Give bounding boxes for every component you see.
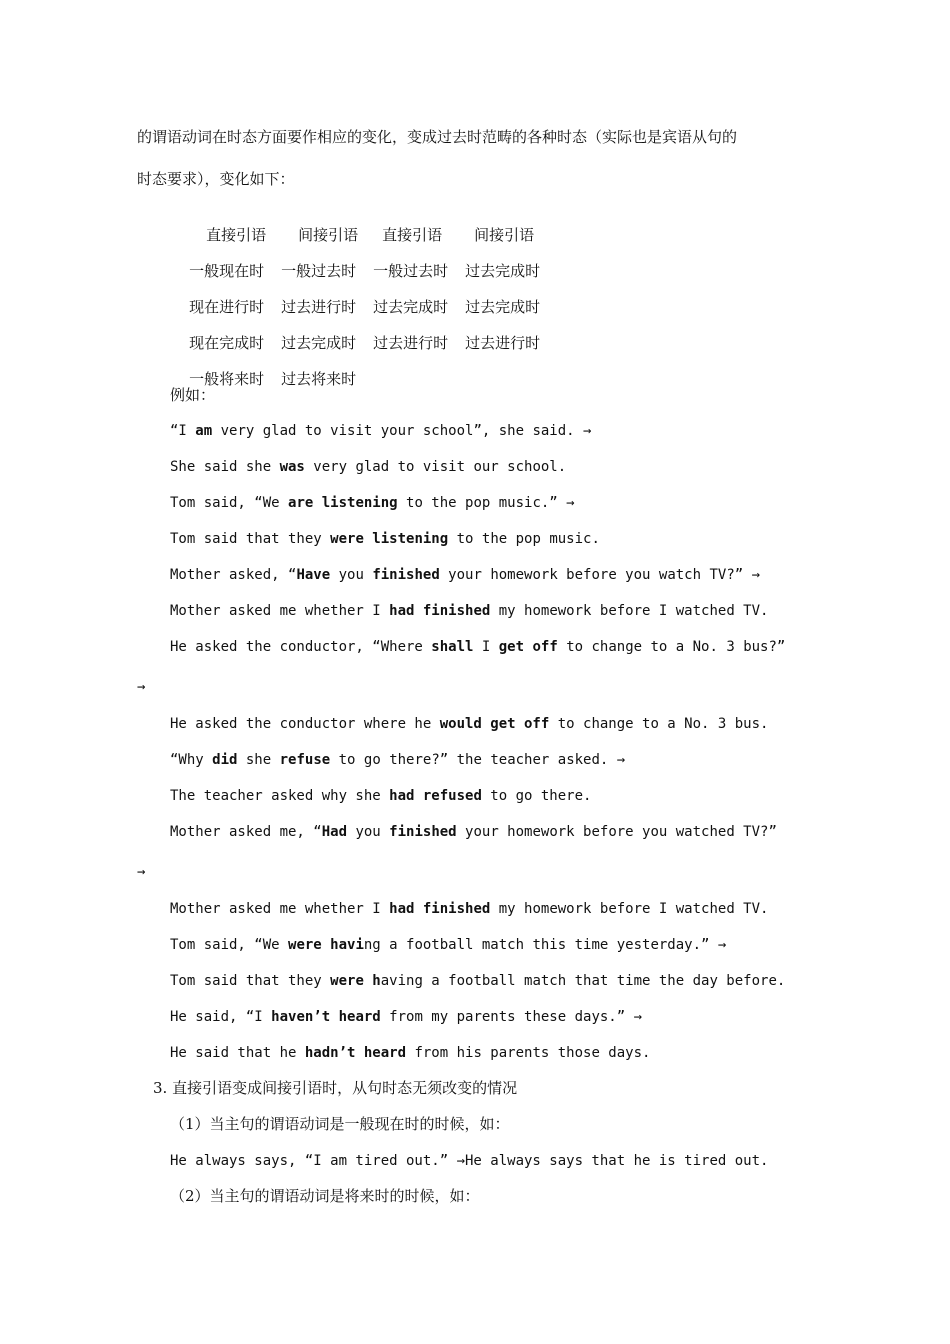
table-cell: 一般将来时 <box>189 370 265 388</box>
text-segment: to change to a No. 3 bus?” <box>557 639 786 655</box>
emphasized-verb: get off <box>498 639 558 655</box>
table-cell: 过去将来时 <box>281 370 357 388</box>
text-segment: aving a football match that time the day before. <box>380 973 786 989</box>
section-3-sub-1-example: He always says, “I am tired out.” →He always says that he is tired out. <box>170 1153 769 1169</box>
text-segment: He said, “I <box>170 1009 272 1025</box>
text-segment: to the pop music. <box>448 531 600 547</box>
emphasized-verb: were h <box>330 973 381 989</box>
emphasized-verb: would get off <box>439 716 550 732</box>
text-segment: your homework before you watch TV?” → <box>439 567 761 583</box>
text-segment: she <box>237 752 280 768</box>
example-sentence <box>170 457 566 477</box>
example-sentence <box>170 421 591 441</box>
header-direct-1: 直接引语 <box>206 226 267 244</box>
table-cell: 过去进行时 <box>465 334 541 352</box>
text-segment: Mother asked, “ <box>170 567 297 583</box>
table-cell: 过去完成时 <box>281 334 357 352</box>
example-sentence <box>170 971 785 991</box>
table-cell: 一般过去时 <box>281 262 357 280</box>
example-sentence <box>170 1007 642 1027</box>
text-segment: to go there. <box>481 788 592 804</box>
text-segment: ng a football match this time yesterday.” → <box>363 937 727 953</box>
arrow-icon: → <box>137 864 146 880</box>
text-segment: He asked the conductor where he <box>170 716 440 732</box>
table-cell: 过去完成时 <box>465 262 541 280</box>
emphasized-verb: refuse <box>279 752 331 768</box>
emphasized-verb: had finished <box>389 901 491 917</box>
emphasized-verb: were havi <box>288 937 364 953</box>
example-sentence <box>170 493 575 513</box>
example-sentence <box>170 529 600 549</box>
emphasized-verb: finished <box>372 567 440 583</box>
example-label: 例如： <box>170 386 216 404</box>
text-segment: The teacher asked why she <box>170 788 390 804</box>
emphasized-verb: finished <box>389 824 457 840</box>
text-segment: Mother asked me, “ <box>170 824 322 840</box>
text-segment: to the pop music.” → <box>397 495 575 511</box>
text-segment: “I <box>170 423 196 439</box>
table-cell: 过去完成时 <box>373 298 449 316</box>
example-sentence <box>170 601 768 621</box>
example-sentence <box>170 935 726 955</box>
text-segment: your homework before you watched TV?” <box>456 824 777 840</box>
text-segment: from my parents these days.” → <box>380 1009 643 1025</box>
text-segment: I <box>473 639 499 655</box>
text-segment: Tom said that they <box>170 973 331 989</box>
table-cell: 一般现在时 <box>189 262 265 280</box>
text-segment: to change to a No. 3 bus. <box>549 716 769 732</box>
emphasized-verb: Had <box>321 824 348 840</box>
section-3-sub-2: （2）当主句的谓语动词是将来时的时候，如： <box>170 1187 480 1205</box>
text-segment: Mother asked me whether I <box>170 603 390 619</box>
emphasized-verb: did <box>212 752 238 768</box>
emphasized-verb: am <box>195 423 213 439</box>
table-cell: 一般过去时 <box>373 262 449 280</box>
example-sentence <box>170 565 760 585</box>
text-segment: He said that he <box>170 1045 305 1061</box>
emphasized-verb: are listening <box>288 495 398 511</box>
header-indirect-2: 间接引语 <box>474 226 535 244</box>
example-sentence <box>170 750 625 770</box>
emphasized-verb: had finished <box>389 603 491 619</box>
example-sentence <box>170 786 591 806</box>
example-sentence <box>170 1043 650 1063</box>
text-segment: to go there?” the teacher asked. → <box>330 752 626 768</box>
text-segment: from his parents those days. <box>406 1045 651 1061</box>
text-segment: Tom said, “We <box>170 937 289 953</box>
table-cell: 现在完成时 <box>189 334 265 352</box>
table-cell: 过去进行时 <box>281 298 357 316</box>
table-cell: 过去进行时 <box>373 334 449 352</box>
emphasized-verb: shall <box>431 639 474 655</box>
example-sentence <box>170 899 768 919</box>
intro-paragraph-line-2: 时态要求），变化如下： <box>137 170 295 188</box>
header-direct-2: 直接引语 <box>382 226 443 244</box>
emphasized-verb: was <box>279 459 305 475</box>
text-segment: you <box>347 824 390 840</box>
emphasized-verb: were listening <box>330 531 449 547</box>
text-segment: very glad to visit your school”, she said. → <box>212 423 592 439</box>
header-indirect-1: 间接引语 <box>298 226 359 244</box>
emphasized-verb: hadn’t heard <box>304 1045 407 1061</box>
text-segment: Mother asked me whether I <box>170 901 390 917</box>
example-sentence <box>170 822 777 842</box>
text-segment: He asked the conductor, “Where <box>170 639 432 655</box>
example-sentence <box>170 637 785 657</box>
emphasized-verb: haven’t heard <box>271 1009 381 1025</box>
table-cell: 过去完成时 <box>465 298 541 316</box>
text-segment: my homework before I watched TV. <box>490 901 769 917</box>
text-segment: you <box>330 567 373 583</box>
emphasized-verb: had refused <box>389 788 482 804</box>
arrow-icon: → <box>137 679 146 695</box>
text-segment: Tom said, “We <box>170 495 289 511</box>
text-segment: very glad to visit our school. <box>304 459 567 475</box>
table-cell: 现在进行时 <box>189 298 265 316</box>
text-segment: She said she <box>170 459 280 475</box>
text-segment: my homework before I watched TV. <box>490 603 769 619</box>
emphasized-verb: Have <box>296 567 331 583</box>
section-3-heading: 3. 直接引语变成间接引语时，从句时态无须改变的情况 <box>153 1079 518 1097</box>
text-segment: “Why <box>170 752 213 768</box>
example-sentence <box>170 714 768 734</box>
intro-paragraph-line-1: 的谓语动词在时态方面要作相应的变化，变成过去时范畴的各种时态（实际也是宾语从句的 <box>137 128 738 146</box>
text-segment: Tom said that they <box>170 531 331 547</box>
section-3-sub-1: （1）当主句的谓语动词是一般现在时的时候，如： <box>170 1115 510 1133</box>
